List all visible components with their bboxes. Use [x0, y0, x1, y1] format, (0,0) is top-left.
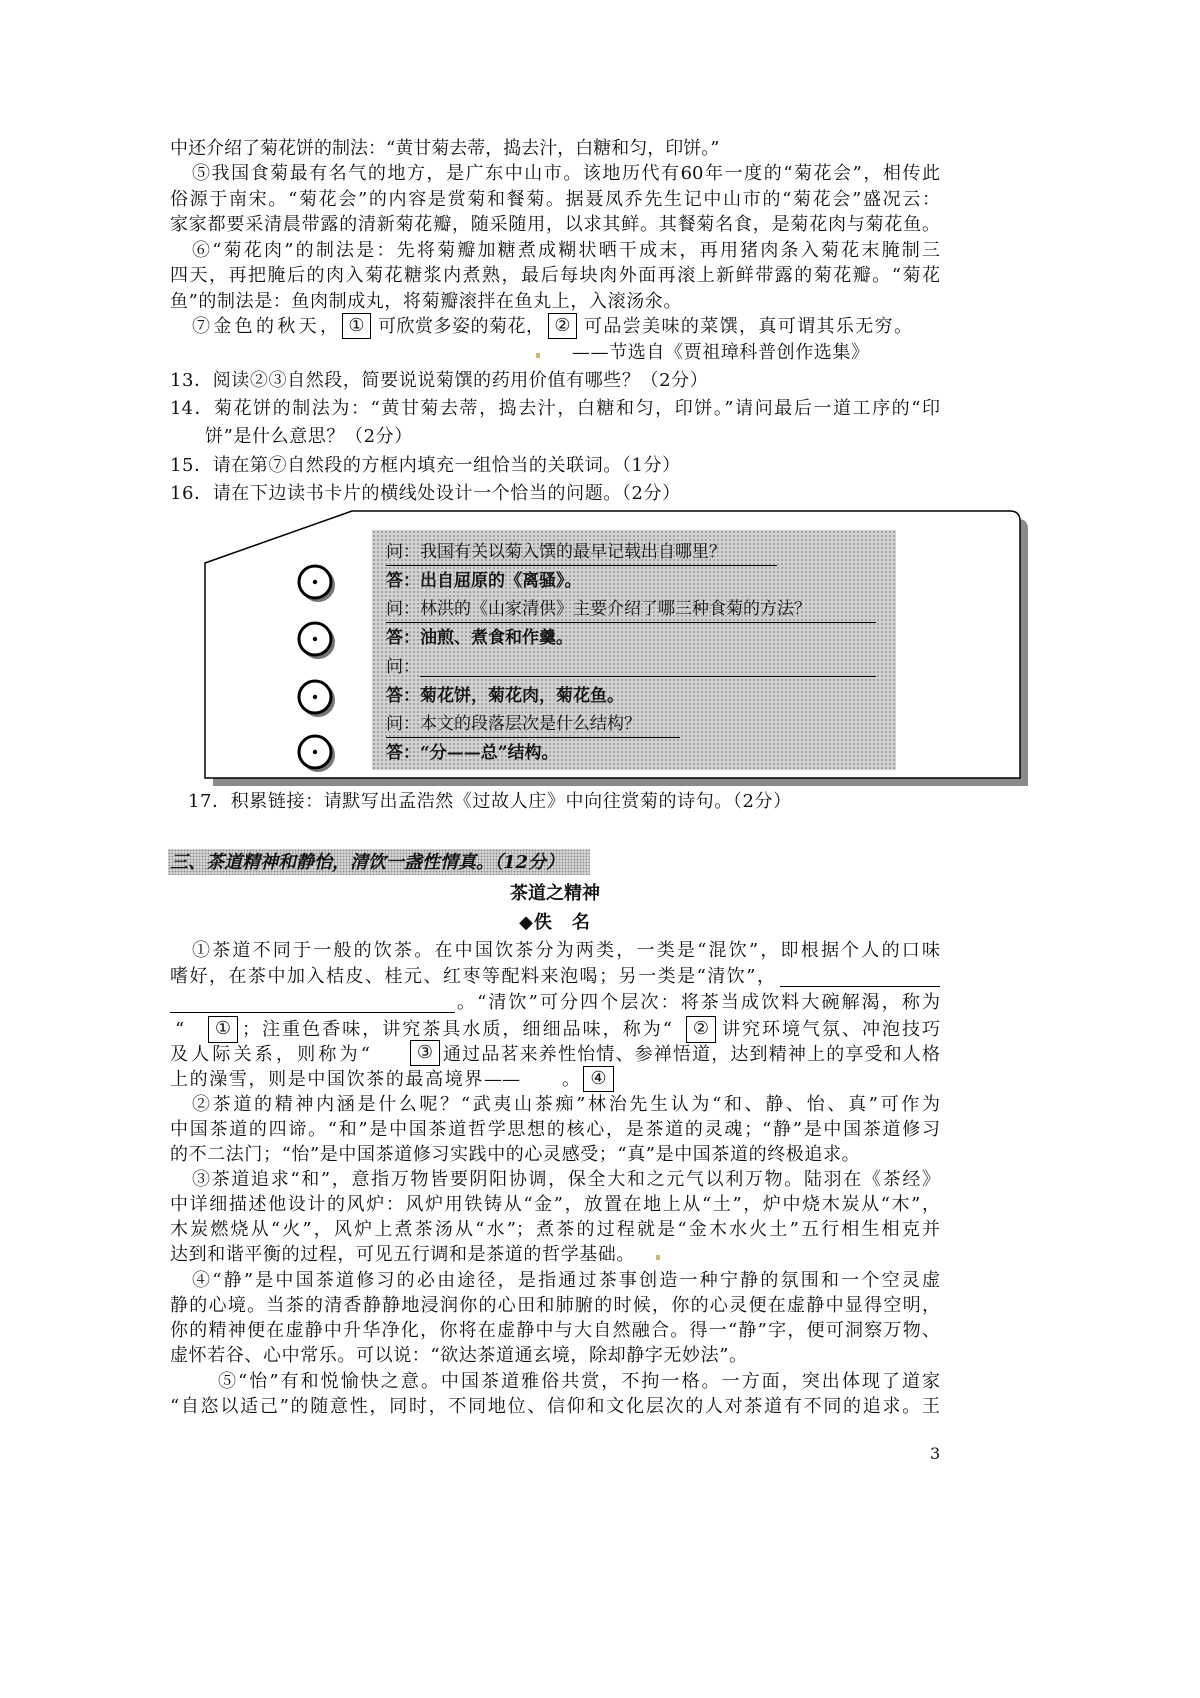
article-line: 木炭燃烧从“火”，风炉上煮茶汤从“水”；煮茶的过程就是“金木水火土”五行相生相克并: [170, 1219, 940, 1240]
article-line: 。“清饮”可分四个层次：将茶当成饮料大碗解渴，称为: [457, 992, 940, 1013]
article-line-part: ；注重色香味，讲究茶具水质，细细品味，称为“: [242, 1019, 672, 1040]
question-16: 16．请在下边读书卡片的横线处设计一个恰当的问题。（2分）: [170, 483, 681, 504]
paragraph7-part2: 可欣赏多姿的菊花，: [378, 316, 544, 337]
article-line: ④“静”是中国茶道修习的必由途径，是指通过茶事创造一种宁静的氛围和一个空灵虚: [192, 1270, 940, 1291]
article-line: 中详细描述他设计的风炉：风炉用铁铸从“金”，放置在地上从“土”，炉中烧木炭从“木”，: [170, 1194, 940, 1215]
passage-line: 鱼”的制法是：鱼肉制成丸，将菊瓣滚拌在鱼丸上，入滚汤氽。: [170, 291, 682, 312]
answer-box-1: ①: [208, 1016, 238, 1043]
answer-box-1: ①: [342, 313, 371, 339]
article-line: 中国茶道的四谛。“和”是中国茶道哲学思想的核心，是茶道的灵魂；“静”是中国茶道修习: [170, 1119, 940, 1140]
question-17: 17．积累链接：请默写出孟浩然《过故人庄》中向往赏菊的诗句。（2分）: [188, 791, 792, 812]
article-line: 达到和谐平衡的过程，可见五行调和是茶道的哲学基础。: [170, 1244, 635, 1265]
passage-source: ——节选自《贾祖璋科普创作选集》: [572, 342, 870, 363]
article-line: “自恣以适己”的随意性，同时，不同地位、信仰和文化层次的人对茶道有不同的追求。王: [170, 1396, 940, 1417]
card-question-1: 问：我国有关以菊入馔的最早记载出自哪里？: [386, 539, 777, 566]
article-line: 静的心境。当茶的清香静静地浸润你的心田和肺腑的时候，你的心灵便在虚静中显得空明，: [170, 1295, 940, 1316]
passage-line: ⑥“菊花肉”的制法是：先将菊瓣加糖煮成糊状晒干成末，再用猪肉条入菊花末腌制三: [192, 240, 940, 261]
question-15: 15．请在第⑦自然段的方框内填充一组恰当的关联词。（1分）: [170, 455, 681, 476]
article-line-part: 上的澡雪，则是中国饮茶的最高境界——: [170, 1069, 520, 1090]
paragraph7-part3: 可品尝美味的菜馔，真可谓其乐无穷。: [584, 316, 912, 337]
question-14-line1: 14．菊花饼的制法为：“黄甘菊去蒂，捣去汁，白糖和匀，印饼。”请问最后一道工序的“印: [170, 398, 940, 419]
passage-line: 四天，再把腌后的肉入菊花糖浆内煮熟，最后每块肉外面再滚上新鲜带露的菊花瓣。“菊花: [170, 265, 940, 286]
article-line-part: 讲究环境气氛、冲泡技巧: [722, 1019, 940, 1040]
article-title: 茶道之精神: [510, 883, 600, 904]
section-heading: 三、茶道精神和静怡，清饮一盏性情真。（12分）: [170, 852, 565, 873]
article-line: 的不二法门；“怡”是中国茶道修习实践中的心灵感受；“真”是中国茶道的终极追求。: [170, 1144, 861, 1165]
article-line: 嗜好，在茶中加入桔皮、桂元、红枣等配料来泡喝；另一类是“清饮”，: [170, 966, 775, 987]
marker-dot: [656, 1255, 660, 1260]
article-line: ②茶道的精神内涵是什么呢？“武夷山茶痴”林治先生认为“和、静、怡、真”可作为: [192, 1094, 940, 1115]
fill-in-blank-line: [170, 992, 455, 1013]
card-question-4: 问：本文的段落层次是什么结构？: [386, 711, 680, 738]
passage-line: ⑤我国食菊最有名气的地方，是广东中山市。该地历代有60年一度的“菊花会”，相传此: [192, 163, 940, 184]
question-13: 13．阅读②③自然段，简要说说菊馔的药用价值有哪些？（2分）: [170, 370, 709, 391]
page-number: 3: [930, 1444, 941, 1463]
card-answer-4: 答：“分——总”结构。: [386, 743, 559, 763]
answer-box-2: ②: [548, 313, 577, 339]
marker-dot: [536, 353, 540, 358]
card-answer-1: 答：出自屈原的《离骚》。: [386, 571, 582, 591]
passage-line: 俗源于南宋。“菊花会”的内容是赏菊和餐菊。据聂凤乔先生记中山市的“菊花会”盛况云：: [170, 189, 940, 210]
paragraph7-part1: ⑦金色的秋天，: [192, 316, 338, 337]
card-question-2: 问：林洪的《山家清供》主要介绍了哪三种食菊的方法？: [386, 596, 876, 623]
article-line: ③茶道追求“和”，意指万物皆要阴阳协调，保全大和之元气以利万物。陆羽在《茶经》: [192, 1169, 940, 1190]
article-author: ◆佚 名: [519, 912, 591, 933]
article-line: ①茶道不同于一般的饮茶。在中国饮茶分为两类，一类是“混饮”，即根据个人的口味: [192, 940, 940, 961]
passage-line: 中还介绍了菊花饼的制法：“黄甘菊去蒂，捣去汁，白糖和匀，印饼。”: [170, 138, 720, 159]
article-line: 虚怀若谷、心中常乐。可以说：“欲达茶道通玄境，除却静字无妙法”。: [170, 1345, 748, 1366]
card-question-3: 问：: [386, 657, 420, 677]
question-14-line2: 饼”是什么意思？（2分）: [205, 426, 413, 447]
passage-line: 家家都要采清晨带露的清新菊花瓣，随采随用，以求其鲜。其餐菊名食，是菊花肉与菊花鱼。: [170, 214, 940, 235]
article-line: 你的精神便在虚静中升华净化，你将在虚静中与大自然融合。得一“静”字，便可洞察万物、: [170, 1320, 940, 1341]
fill-in-blank-line: [780, 966, 940, 987]
article-line-part: 。: [562, 1069, 580, 1090]
article-line-part: 通过品茗来养性怡情、参禅悟道，达到精神上的享受和人格: [443, 1044, 940, 1065]
answer-box-3: ③: [410, 1040, 440, 1066]
card-answer-2: 答：油煎、煮食和作羹。: [386, 628, 573, 648]
article-line-part: “: [175, 1019, 185, 1040]
answer-box-2: ②: [686, 1016, 716, 1043]
answer-box-4: ④: [583, 1066, 614, 1092]
article-line-part: 及人际关系，则称为“: [170, 1044, 370, 1065]
card-question-3-blank-line: [420, 656, 876, 677]
card-answer-3: 答：菊花饼，菊花肉，菊花鱼。: [386, 686, 624, 706]
article-line: ⑤“怡”有和悦愉快之意。中国茶道雅俗共赏，不拘一格。一方面，突出体现了道家: [218, 1371, 940, 1392]
